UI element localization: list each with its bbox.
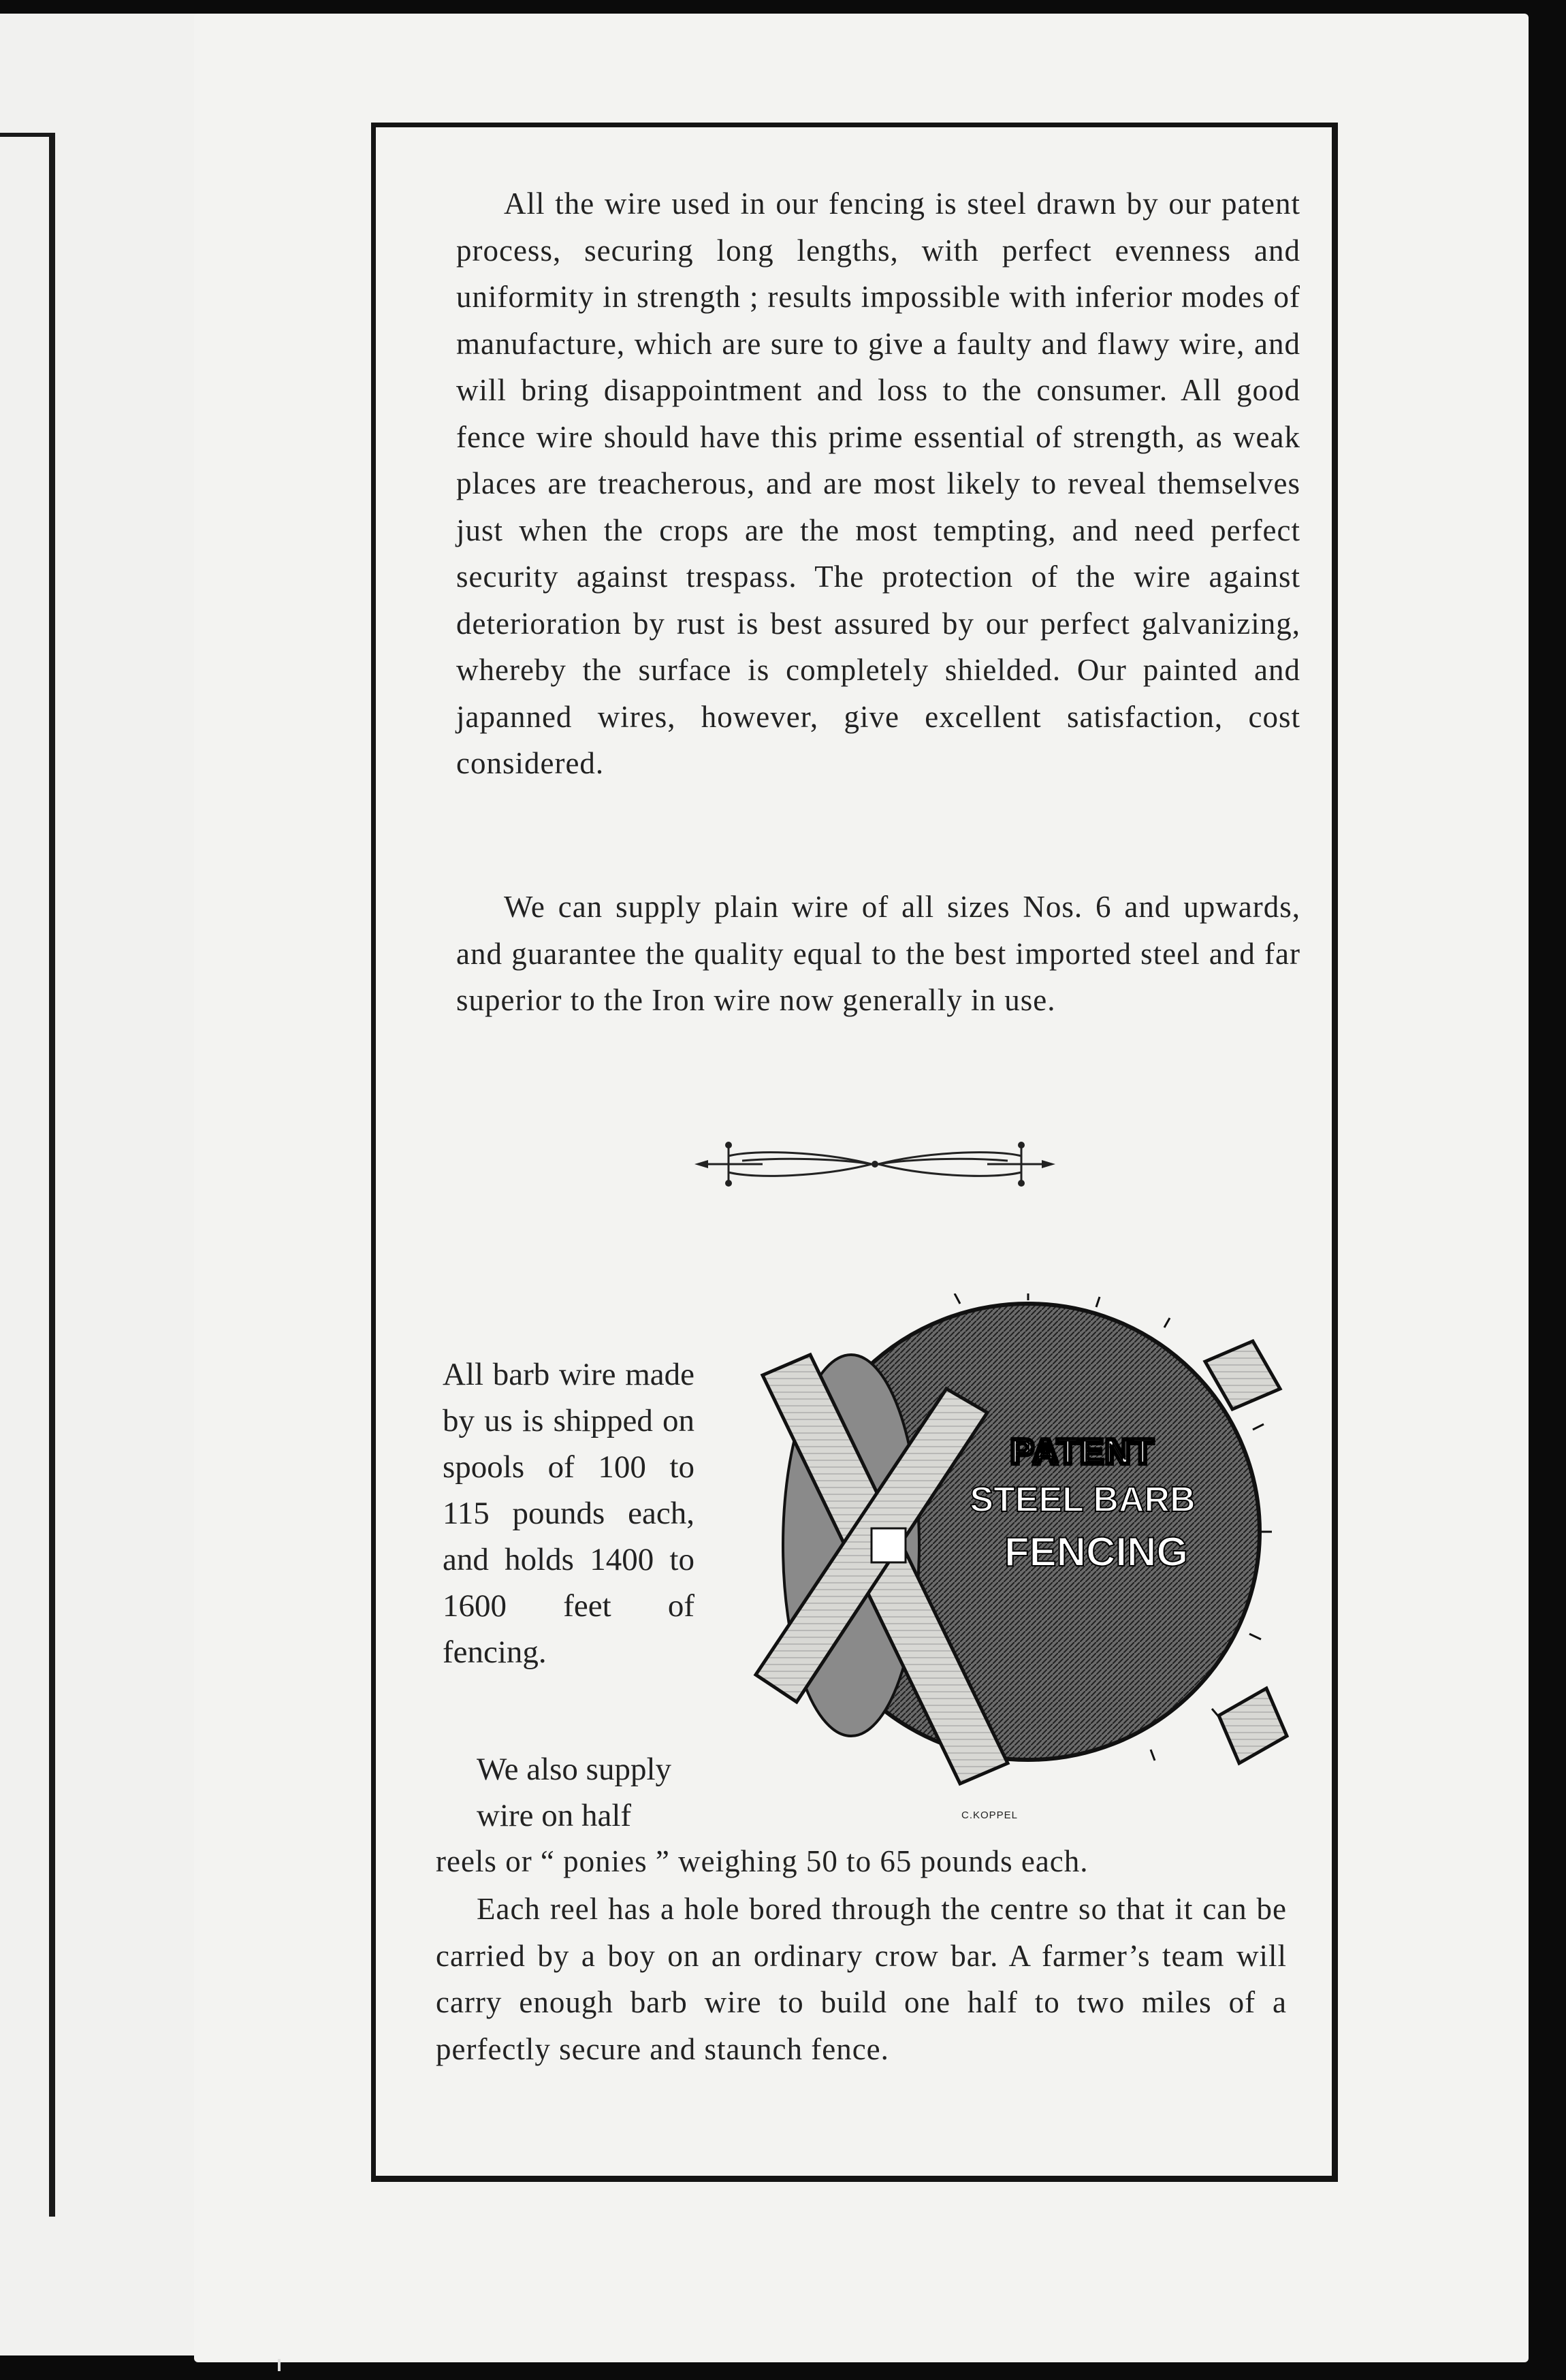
spool-label-line1: PATENT xyxy=(1010,1432,1155,1472)
paragraph-reel-hole: Each reel has a hole bored through the centre so that it can be carried by a boy on an ordinary crow bar. A farmer’s team will carry enough barb wire to build one half to two miles of a perfectly secure and staunch fence. xyxy=(436,1892,1287,2066)
illustrator-signature: C.KOPPEL xyxy=(961,1810,1019,1821)
left-page-border-rule xyxy=(0,133,55,2217)
left-page xyxy=(0,14,204,2355)
spool-label-line2: STEEL BARB xyxy=(970,1480,1196,1519)
paragraph-half-reels-end: reels or “ ponies ” weighing 50 to 65 pounds each. xyxy=(436,1844,1089,1878)
paragraph-wire-quality: All the wire used in our fencing is steel drawn by our patent process, securing long lengths, with perfect evenness and uniformity in strength ; results impossible with inferior modes of manufacture, which are sure to give a faulty and flawy wire, and will bring disappointment and loss to the consumer. All good fence wire should have this prime essential of strength, as weak places are treacherous, and are most likely to reveal themselves just when the crops are the most tempting, and need perfect security against trespass. The protection of the wire against deterioration by rust is best assured by our perfect galvanizing, whereby the surface is completely shielded. Our painted and japanned wires, however, give excellent satisfaction, cost considered. xyxy=(456,187,1300,780)
paragraph-barb-wire-spools: All barb wire made by us is shipped on spools of 100 to 115 pounds each, and holds 1400 to 1600 feet of fencing. xyxy=(443,1357,694,1670)
spool-label-line3: FENCING xyxy=(1004,1529,1188,1575)
paragraph-half-reels-start: We also supply wire on half xyxy=(477,1752,672,1833)
bottom-scan-mark xyxy=(278,2359,281,2371)
barb-wire-spool-illustration xyxy=(715,1293,1300,1824)
paragraph-plain-wire: We can supply plain wire of all sizes Nos. 6 and upwards, and guarantee the quality equal to the best imported steel and far superior to the Iron wire now generally in use. xyxy=(456,890,1300,1017)
ornamental-divider xyxy=(688,1137,1062,1191)
